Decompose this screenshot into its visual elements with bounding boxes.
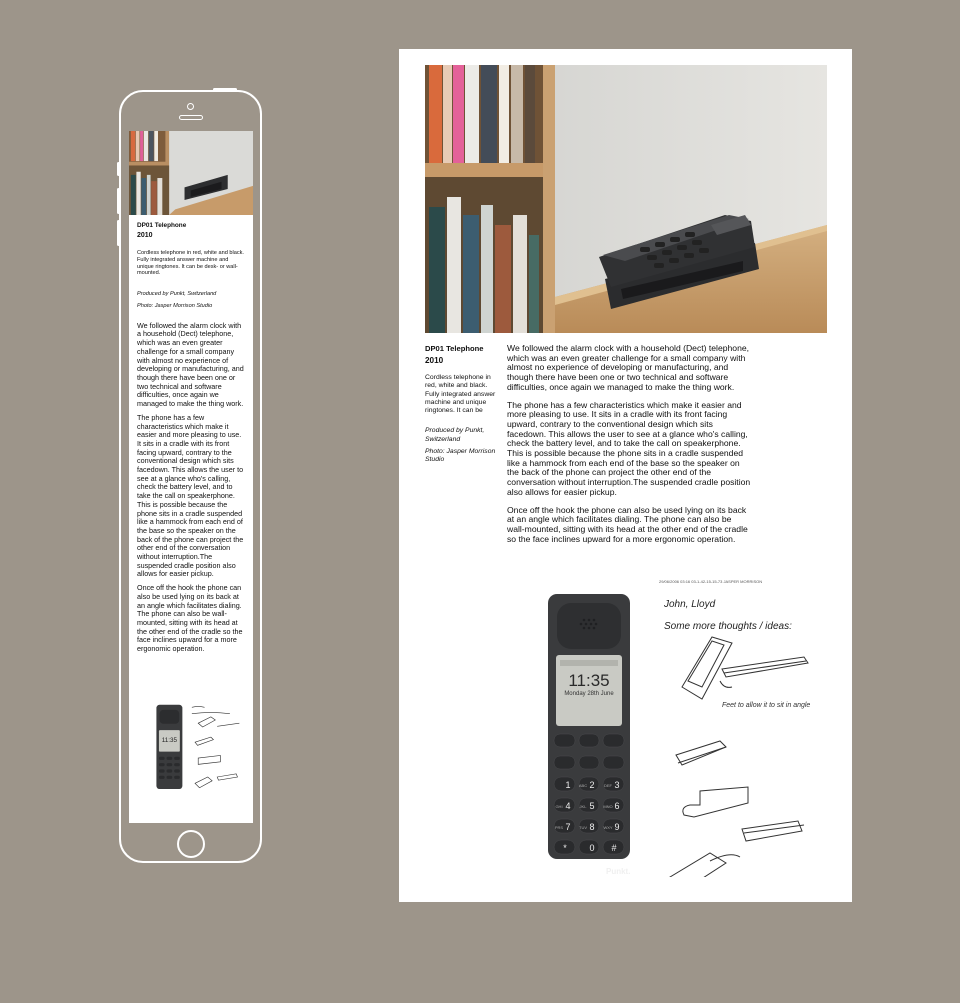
phone-camera — [187, 103, 194, 110]
mobile-product-photo — [129, 131, 253, 215]
svg-text:*: * — [563, 843, 567, 853]
mobile-paragraph-3: Once off the hook the phone can also be used lying on its back at an angle which facilitates dialing. The phone can also be wall-mounted, sitting with its head at the other end of the cradle so the face inclines upward for a more ergonomic operation. — [137, 583, 243, 654]
mobile-thumb-time: 11:35 — [161, 737, 178, 745]
sketch-note-1: John, Lloyd — [664, 599, 716, 610]
svg-text:8: 8 — [589, 822, 595, 832]
svg-text:3: 3 — [614, 780, 620, 790]
svg-text:5: 5 — [589, 801, 595, 811]
project-sidebar — [425, 344, 503, 465]
svg-text:PRS: PRS — [554, 825, 564, 830]
phone-volume-down — [117, 220, 120, 246]
paragraph-1: We followed the alarm clock with a household (Dect) telephone, which was an even greater challenge for a small company with almost no experience of developing or manufacturing, and though there have been one or two technical and software difficulties, once again we managed to make the thing work. — [507, 343, 750, 392]
svg-text:4: 4 — [565, 801, 571, 811]
project-description: Cordless telephone in red, white and black. Fully integrated answer machine and unique ringtones. It can be — [425, 374, 496, 415]
phone-power-button — [213, 88, 237, 91]
handset-render — [548, 594, 630, 876]
project-year: 2010 — [425, 356, 444, 365]
sketch-header: 29/06/2006 03:16 03-1-42-15-15-73 JASPER MORRISON — [659, 579, 763, 584]
svg-text:2: 2 — [589, 780, 595, 790]
handset-brand: Punkt. — [606, 867, 631, 876]
svg-text:#: # — [611, 843, 617, 853]
svg-text:DEF: DEF — [604, 783, 612, 788]
mobile-screen[interactable] — [129, 131, 253, 823]
sketch-annotation: Feet to allow it to sit in angle — [722, 702, 811, 709]
desktop-page[interactable] — [399, 49, 852, 902]
photo-credit: Photo: Jasper Morrison Studio — [425, 448, 496, 464]
mobile-paragraph-2: The phone has a few characteristics which make it easier and more pleasing to use. It sits in a cradle with its front facing upward, contrary to the conventional design which sits facedown. This allows the user to see at a glance who's calling, check the battery level, and to take the call on speakerphone. This is possible because the phone sits in a cradle suspended like a hammock from each end of the base so the speaker on the back of the phone can project the other end of the conversation without interruption.The suspended cradle position also allows for easier pickup. — [137, 412, 244, 579]
svg-text:JKL: JKL — [579, 804, 587, 809]
mobile-drawing-thumbnail — [146, 701, 252, 796]
svg-text:6: 6 — [614, 801, 620, 811]
svg-text:9: 9 — [614, 822, 620, 832]
mobile-text-column — [129, 215, 253, 654]
svg-text:WXY: WXY — [603, 825, 613, 830]
phone-speaker — [179, 115, 203, 120]
mobile-project-year: 2010 — [137, 232, 153, 239]
svg-text:7: 7 — [565, 822, 571, 832]
svg-text:MNO: MNO — [603, 804, 613, 809]
product-drawing — [544, 577, 829, 877]
mobile-produced-by: Produced by Punkt, Switzerland — [137, 291, 217, 298]
svg-text:0: 0 — [589, 843, 595, 853]
svg-text:1: 1 — [565, 780, 571, 790]
handset-time: 11:35 — [568, 671, 610, 690]
phone-mute-switch — [117, 162, 120, 176]
mobile-photo-credit: Photo: Jasper Morrison Studio — [137, 302, 213, 309]
phone-volume-up — [117, 188, 120, 214]
sketch-note-2: Some more thoughts / ideas: — [664, 621, 792, 632]
svg-text:TUV: TUV — [579, 825, 587, 830]
sketch-sheet — [659, 579, 810, 877]
produced-by: Produced by Punkt, Switzerland — [425, 427, 485, 443]
product-photo — [425, 65, 827, 333]
mobile-project-title: DP01 Telephone — [137, 222, 187, 229]
mobile-project-description: Cordless telephone in red, white and black. Fully integrated answer machine and unique ringtones. It can be desk- or wall-mounted. — [137, 250, 244, 277]
phone-home-button — [177, 830, 205, 858]
handset-date: Monday 28th June — [564, 691, 614, 697]
paragraph-3: Once off the hook the phone can also be used lying on its back at an angle which facilitates dialing. The phone can also be wall-mounted, sitting with its head at the other end of the cradle so the face inclines upward for a more ergonomic operation. — [507, 504, 748, 544]
mobile-paragraph-1: We followed the alarm clock with a household (Dect) telephone, which was an even greater challenge for a small company with almost no experience of developing or manufacturing, and though there have been one or two technical and software difficulties, once again we managed to make the thing work. — [137, 320, 244, 409]
project-title: DP01 Telephone — [425, 344, 484, 353]
svg-text:GHI: GHI — [555, 804, 563, 809]
svg-text:ABC: ABC — [578, 783, 588, 788]
project-body — [507, 344, 751, 552]
paragraph-2: The phone has a few characteristics which make it easier and more pleasing to use. It sits in a cradle with its front facing upward, contrary to the conventional design which sits facedown. This allows the user to see at a glance who's calling, check the battery level, and to take the call on speakerphone. This is possible because the phone sits in a cradle suspended like a hammock from each end of the base so the speaker on the back of the phone can project the other end of the conversation without interruption.The suspended cradle position also allows for easier pickup. — [507, 399, 751, 497]
